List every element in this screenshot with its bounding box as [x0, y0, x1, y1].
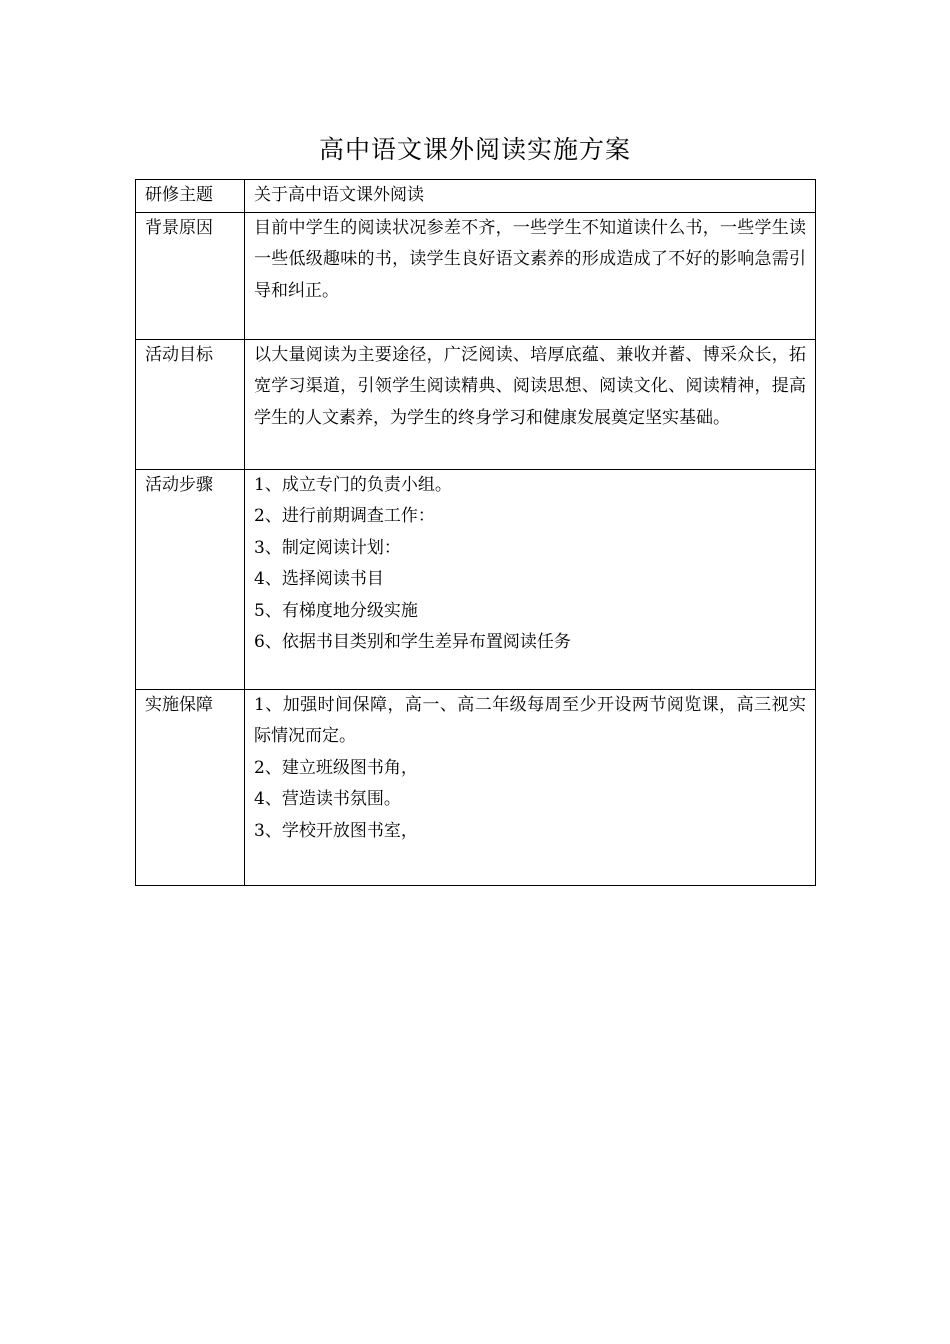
background-content: 目前中学生的阅读状况参差不齐，一些学生不知道读什么书，一些学生读一些低级趣味的书，读学生良好语文素养的形成造成了不好的影响急需引导和纠正。 [254, 217, 806, 301]
background-label: 背景原因 [136, 212, 245, 339]
table-row-steps [136, 469, 816, 689]
step-item: 3、制定阅读计划： [254, 537, 401, 558]
guarantee-item: 2、建立班级图书角， [254, 757, 418, 778]
document-title: 高中语文课外阅读实施方案 [318, 135, 631, 164]
step-item: 5、有梯度地分级实施 [254, 600, 418, 621]
background-cell [245, 212, 816, 339]
goal-cell [245, 339, 816, 469]
plan-table [135, 179, 816, 886]
guarantee-cell [245, 689, 816, 885]
step-item: 1、成立专门的负责小组。 [254, 474, 452, 495]
step-item: 2、进行前期调查工作： [254, 506, 435, 526]
guarantee-label: 实施保障 [136, 689, 245, 885]
table-row-topic [136, 180, 816, 213]
topic-label: 研修主题 [136, 180, 245, 213]
guarantee-item: 1、加强时间保障，高一、高二年级每周至少开设两节阅览课，高三视实际情况而定。 [254, 694, 806, 746]
topic-content: 关于高中语文课外阅读 [245, 180, 816, 213]
guarantee-item: 4、营造读书氛围。 [254, 789, 401, 809]
table-row-guarantee [136, 689, 816, 885]
steps-label: 活动步骤 [136, 469, 245, 689]
step-item: 4、选择阅读书目 [254, 569, 384, 589]
steps-cell [245, 469, 816, 689]
guarantee-item: 3、学校开放图书室， [254, 820, 418, 841]
goal-label: 活动目标 [136, 339, 245, 469]
table-row-goal [136, 339, 816, 469]
step-item: 6、依据书目类别和学生差异布置阅读任务 [254, 632, 571, 652]
table-row-background [136, 212, 816, 339]
goal-content: 以大量阅读为主要途径，广泛阅读、培厚底蕴、兼收并蓄、博采众长，拓宽学习渠道，引领学生阅读精典、阅读思想、阅读文化、阅读精神，提高学生的人文素养，为学生的终身学习和健康发展奠定坚实基础。 [254, 344, 806, 428]
